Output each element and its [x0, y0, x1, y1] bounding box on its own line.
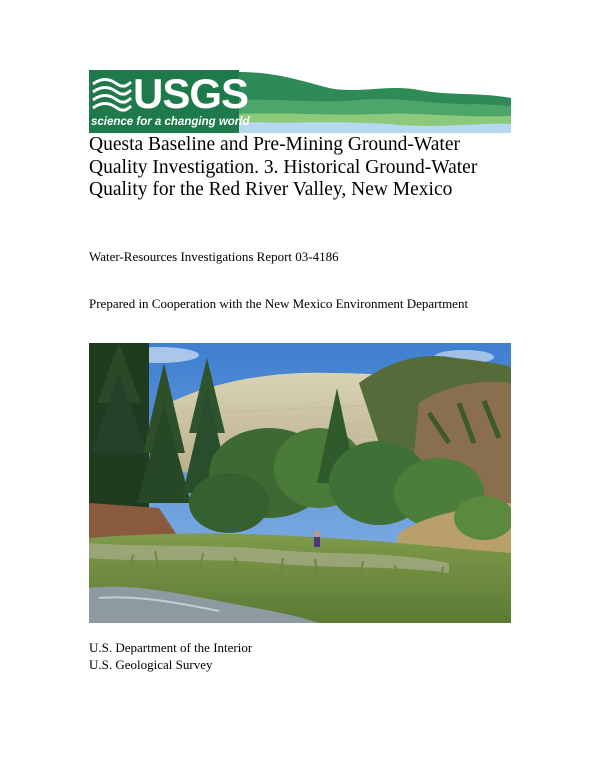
agency-name: U.S. Geological Survey — [89, 656, 213, 672]
cover-photo — [89, 343, 511, 623]
department-name: U.S. Department of the Interior — [89, 640, 253, 655]
person-figure — [314, 531, 320, 547]
publisher-block — [89, 640, 252, 673]
river-valley-photo — [89, 343, 511, 623]
report-number: Water-Resources Investigations Report 03-4186 — [89, 249, 339, 264]
report-title: Questa Baseline and Pre-Mining Ground-Water Quality Investigation. 3. Historical Ground-Water Quality for the Red River Valley, New Mexico — [89, 134, 478, 200]
usgs-tagline: science for a changing world — [91, 116, 250, 128]
cooperation-statement: Prepared in Cooperation with the New Mexico Environment Department — [89, 296, 469, 311]
usgs-wordmark: USGS — [133, 70, 249, 117]
usgs-logo-banner — [89, 70, 511, 133]
